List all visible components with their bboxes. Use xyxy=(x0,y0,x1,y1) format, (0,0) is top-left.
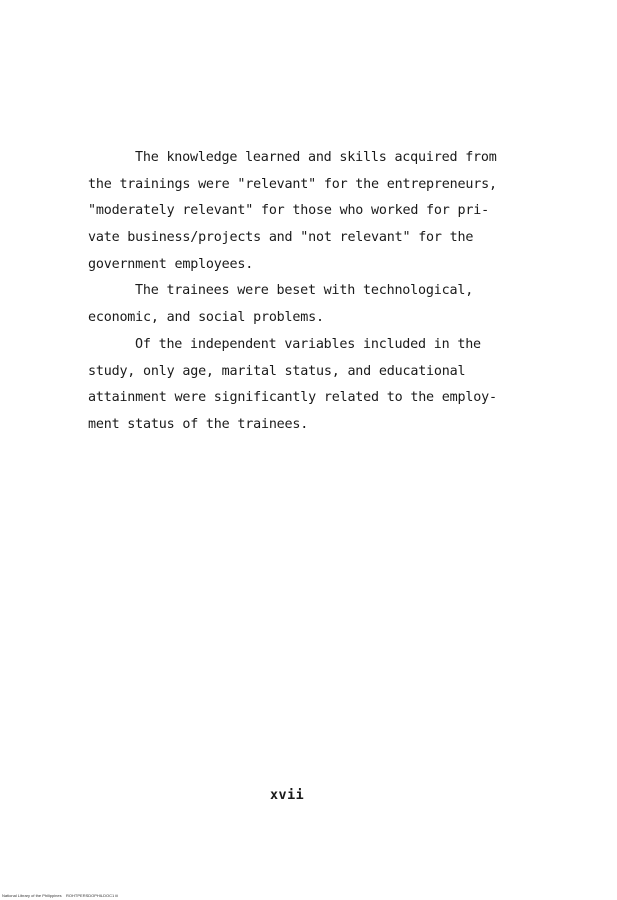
paragraph-line: study, only age, marital status, and educational xyxy=(88,363,466,379)
paragraph-line: Of the independent variables included in the xyxy=(135,336,481,352)
page-number: xvii xyxy=(270,788,305,803)
paragraph-line: "moderately relevant" for those who worked for pri- xyxy=(88,203,489,219)
paragraph-line: The trainees were beset with technological, xyxy=(135,283,474,299)
paragraph-line: the trainings were "relevant" for the entrepreneurs, xyxy=(88,176,497,192)
paragraph-line: attainment were significantly related to the employ- xyxy=(88,390,497,406)
paragraph-line: The knowledge learned and skills acquired from xyxy=(135,150,497,165)
abstract-text xyxy=(88,145,518,439)
footer-note: National Library of the Philippines ROHTPERSDOPHILDOC1 iii xyxy=(2,893,119,898)
paragraph-line: ment status of the trainees. xyxy=(88,416,309,432)
paragraph-line: government employees. xyxy=(88,256,254,272)
paragraph-line: economic, and social problems. xyxy=(88,310,324,326)
paragraph-line: vate business/projects and "not relevant" for the xyxy=(88,230,474,246)
